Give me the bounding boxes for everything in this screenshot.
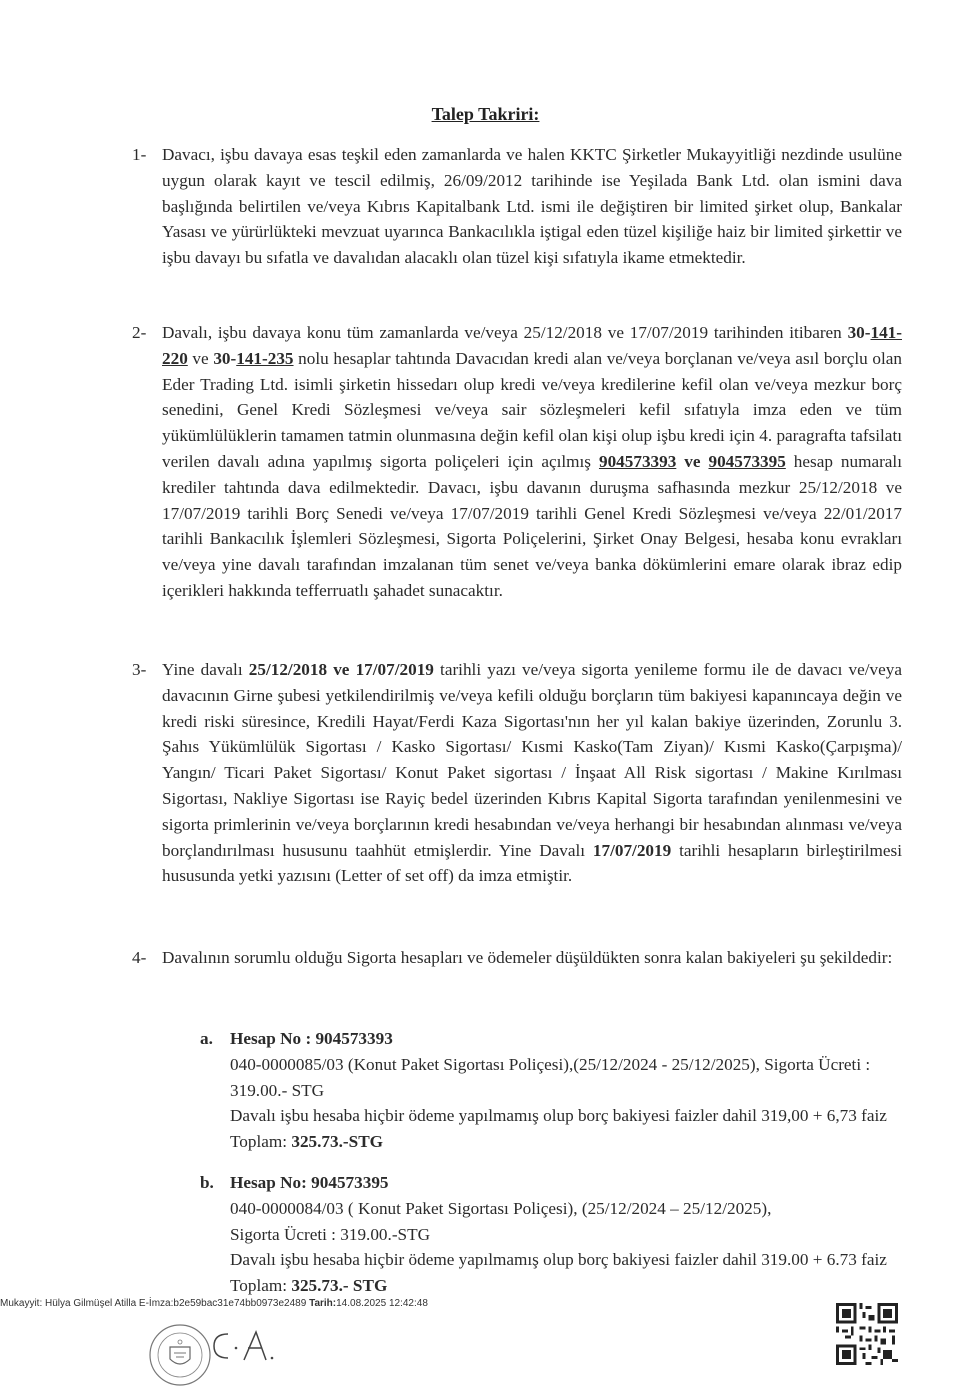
paragraph-text: Davacı, işbu davaya esas teşkil eden zamanlarda ve halen KKTC Şirketler Mukayyitliği nezdinde usulüne uygun olarak kayıt ve tescil edilmiş, 26/09/2012 tarihinde ise Yeşilada Bank Ltd. olan ismini dava başlığında belirtilen ve/veya Kıbrıs Kapitalbank Ltd. ismi ile değiştiren bir limited şirket olup, Bankalar Yasası ve yürürlükteki mevzuat uyarınca Bankacılıkla iştigal eden tüzel kişiliğe haiz bir limited şirkettir ve işbu davayı bu sıfatla ve davalıdan alacaklı olan tüzel kişi sıfatıyla ikame etmektedir. (162, 145, 902, 268)
account-item-a (200, 1026, 910, 1155)
policy-line: 040-0000084/03 ( Konut Paket Sigortası Poliçesi), (25/12/2024 – 25/12/2025), (230, 1198, 772, 1218)
paragraph-text: Davalı, işbu davaya konu tüm zamanlarda ve/veya 25/12/2018 ve 17/07/2019 tarihinden itibaren (162, 323, 848, 342)
paragraph-number: 4- (132, 948, 147, 967)
handwritten-signature (210, 1328, 280, 1369)
account-number: 904573395 (708, 451, 786, 471)
signature-date: 14.08.2025 12:42:48 (336, 1298, 428, 1309)
bold-date: 17/07/2019 (592, 840, 672, 860)
account-heading: Hesap No: 904573395 (230, 1173, 389, 1192)
paragraph-text: Yine davalı (162, 660, 249, 679)
paragraph-4 (132, 945, 902, 971)
page-title: Talep Takriri: (431, 104, 540, 124)
date-label: Tarih: (309, 1298, 337, 1309)
paragraph-3 (132, 657, 902, 889)
paragraph-text: nolu hesaplar tahtında Davacıdan kredi alan ve/veya borçlanan ve/veya asıl borçlu olan Eder Trading Ltd. isimli şirketin hissedarı olup kredi ve/veya kredilerine kefil olan ve/veya mezkur borç senedini, Genel Kredi Sözleşmesi ve/veya sair sözleşmeleri kefil sıfatıyla imza eden ve tüm yükümlülüklerin tamamen tatmin olunmasına değin kefil olan kişi olup işbu kredi için 4. paragrafta tafsilatı verilen davalı adına yapılmış sigorta poliçeleri için açılmış (162, 348, 902, 471)
e-signature-footer (0, 1298, 428, 1309)
paragraph-number: 3- (132, 660, 147, 679)
paragraph-text: tarihli hesapların birleştirilmesi hususunda yetki yazısını (Letter of set off) da imza etmiştir. (162, 840, 902, 886)
paragraph-1 (132, 142, 902, 271)
account-number: 904573393 (598, 451, 677, 471)
paragraph-text: ve (187, 348, 214, 368)
total-amount: 325.73.- STG (291, 1276, 388, 1296)
balance-line: Davalı işbu hesaba hiçbir ödeme yapılmamış olup borç bakiyesi faizler dahil 319,00 + 6,73 faiz Toplam: 325.73.-STG (230, 1106, 887, 1152)
account-heading: Hesap No : 904573393 (230, 1029, 393, 1048)
balance-line: Davalı işbu hesaba hiçbir ödeme yapılmamış olup borç bakiyesi faizler dahil 319.00 + 6.73 faiz Toplam: 325.73.- STG (230, 1250, 887, 1296)
policy-line: 040-0000085/03 (Konut Paket Sigortası Poliçesi),(25/12/2024 - 25/12/2025), Sigorta Ücreti : 319.00.- STG (230, 1054, 871, 1100)
registrar-signature-text: Mukayyit: Hülya Gilmüşel Atilla E-İmza:b2e59bac31e74bb0973e2489 (0, 1298, 310, 1309)
account-number: 30-141-220 (162, 323, 902, 368)
bold-dates: 25/12/2018 ve 17/07/2019 (248, 660, 434, 679)
qr-code-icon (836, 1303, 898, 1370)
account-item-b (200, 1170, 910, 1299)
paragraph-text: hesap numaralı krediler tahtında dava edilmektedir. Davacı, işbu davanın duruşma safhasında mezkur 25/12/2018 ve 17/07/2019 tarihli Borç Senedi ve/veya 17/07/2019 tarihli Genel Kredi Sözleşmesi ve/veya 22/01/2017 tarihli Bankacılık İşlemleri Sözleşmesi, Sigorta Poliçelerini, Şirket Onay Belgesi, hesaba konu evrakları ve/veya yine davalı tarafından imzalanan tüm senet ve/veya banka dökümlerini emare olarak ibraz edip içerikleri hakkında tefferruatlı şahadet sunacaktır. (162, 451, 902, 600)
paragraph-number: 2- (132, 323, 147, 342)
policy-fee-line: Sigorta Ücreti : 319.00.-STG (230, 1224, 431, 1244)
paragraph-text: tarihli yazı ve/veya sigorta yenileme formu ile de davacı ve/veya davacının Girne şubesi yetkilendirilmiş ve/veya kefili olduğu borçların tüm bakiyesi kapanıncaya değin ve kredi riski süresince, Kredili Hayat/Ferdi Kaza Sigortası'nın her yıl kalan bakiye üzerinden, Zorunlu 3. Şahıs Yükümlülük Sigortası / Kasko Sigortası/ Kısmi Kasko(Tam Ziyan)/ Kısmi Kasko(Çarpışma)/ Yangın/ Ticari Paket Sigortası/ Konut Paket sigortası / İnşaat All Risk sigortası / Makine Kırılması Sigortası, Nakliye Sigortası ise Rayiç bedel üzerinden Kıbrıs Kapital Sigorta tarafından yenilenmesini ve sigorta primlerinin ve/veya borçlarının kredi hesabından ve/veya herhangi bir hesabından alınması ve/veya borçlandırılması hususunu taahhüt etmişlerdir. Yine Davalı (162, 660, 902, 860)
paragraph-number: 1- (132, 145, 147, 164)
paragraph-text: Davalının sorumlu olduğu Sigorta hesapları ve ödemeler düşüldükten sonra kalan bakiyeleri şu şekildedir: (162, 948, 893, 967)
item-letter: b. (200, 1173, 214, 1192)
total-amount: 325.73.-STG (291, 1132, 384, 1152)
item-letter: a. (200, 1029, 213, 1048)
court-seal-icon (148, 1323, 212, 1392)
paragraph-2: 2- Davalı, işbu davaya konu tüm zamanlarda ve/veya 25/12/2018 ve 17/07/2019 tarihinden itibaren 30-141-220 ve 30-141-235 nolu hesaplar tahtında Davacıdan kredi alan ve/veya borçlanan ve/veya asıl borçlu olan Eder Trading Ltd. isimli şirketin hissedarı olup kredi ve/veya kredilerine kefil olan ve/veya mezkur borç senedini, Genel Kredi Sözleşmesi ve/veya sair sözleşmeleri kefil sıfatıyla imza eden ve tüm yükümlülüklerin tamamen tatmin olunmasına değin kefil olan kişi olup işbu kredi için 4. paragrafta tafsilatı verilen davalı adına yapılmış sigorta poliçeleri için açılmış 904573393 ve 904573395 hesap numaralı krediler tahtında dava edilmektedir. Davacı, işbu davanın duruşma safhasında mezkur 25/12/2018 ve 17/07/2019 tarihli Borç Senedi ve/veya 17/07/2019 tarihli Genel Kredi Sözleşmesi ve/veya 22/01/2017 tarihli Bankacılık İşlemleri Sözleşmesi, Sigorta Poliçelerini, Şirket Onay Belgesi, hesaba konu evrakları ve/veya yine davalı tarafından imzalanan tüm senet ve/veya banka dökümlerini emare olarak ibraz edip içerikleri hakkında tefferruatlı şahadet sunacaktır. (162, 320, 902, 604)
account-number: 30-141-235 (213, 348, 294, 368)
